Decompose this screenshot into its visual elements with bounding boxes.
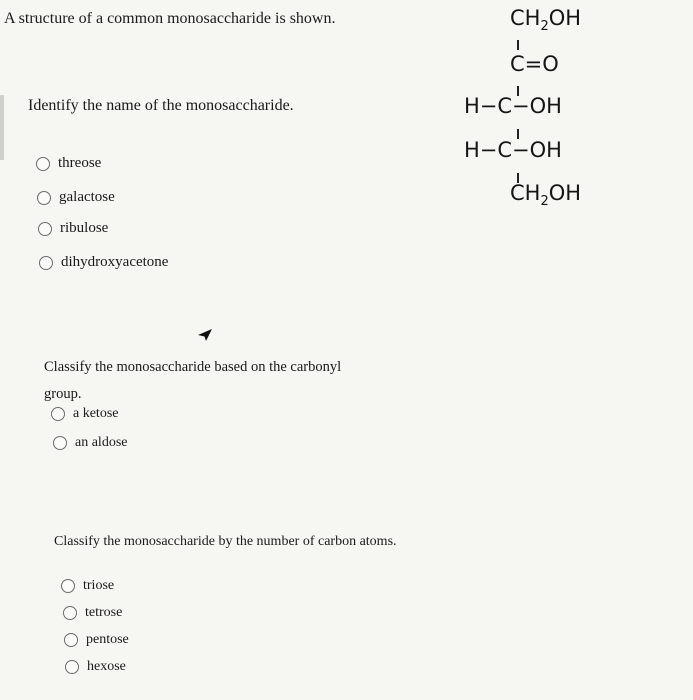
intro-text: A structure of a common monosaccharide is shown.	[4, 10, 336, 27]
q1-option-ribulose[interactable]	[38, 220, 108, 237]
q1-option-threose[interactable]	[36, 155, 101, 172]
structure-row-carbonyl: C=O	[510, 52, 559, 76]
radio-button[interactable]	[51, 407, 65, 421]
option-label: ribulose	[60, 220, 109, 236]
q3-option-triose[interactable]	[61, 578, 114, 594]
molecule-structure	[458, 6, 598, 216]
structure-row-c4: H−C−OH	[464, 138, 562, 162]
q3-option-tetrose[interactable]	[63, 605, 122, 621]
option-label: dihydroxyacetone	[61, 254, 169, 270]
option-label: a ketose	[73, 406, 119, 421]
option-label: threose	[58, 155, 102, 171]
q1-option-galactose[interactable]	[37, 189, 115, 206]
question1-prompt: Identify the name of the monosaccharide.	[28, 97, 294, 114]
option-label: triose	[83, 578, 115, 593]
q2-option-aldose[interactable]	[53, 435, 127, 451]
q2-option-ketose[interactable]	[51, 406, 118, 422]
q3-option-pentose[interactable]	[64, 632, 129, 648]
option-label: tetrose	[85, 605, 123, 620]
structure-row-top: $CH_2OH$	[510, 6, 582, 35]
edge-artifact	[0, 95, 6, 160]
structure-row-bottom: $CH_2OH$	[510, 181, 582, 210]
radio-button[interactable]	[61, 579, 75, 593]
radio-button[interactable]	[38, 222, 52, 236]
question2-prompt: Classify the monosaccharide based on the carbonyl group.	[44, 359, 342, 402]
bond	[517, 40, 519, 50]
option-label: galactose	[59, 189, 115, 205]
radio-button[interactable]	[63, 606, 77, 620]
radio-button[interactable]	[37, 191, 51, 205]
question3-prompt: Classify the monosaccharide by the number of carbon atoms.	[54, 534, 397, 549]
radio-button[interactable]	[39, 256, 53, 270]
structure-row-c3: H−C−OH	[464, 94, 562, 118]
option-label: an aldose	[75, 435, 128, 450]
mouse-cursor-icon	[197, 328, 213, 342]
q1-option-dihydroxyacetone[interactable]	[39, 254, 168, 271]
option-label: hexose	[87, 659, 126, 674]
radio-button[interactable]	[36, 157, 50, 171]
radio-button[interactable]	[53, 436, 67, 450]
radio-button[interactable]	[64, 633, 78, 647]
q3-option-hexose[interactable]	[65, 659, 126, 675]
option-label: pentose	[86, 632, 129, 647]
radio-button[interactable]	[65, 660, 79, 674]
